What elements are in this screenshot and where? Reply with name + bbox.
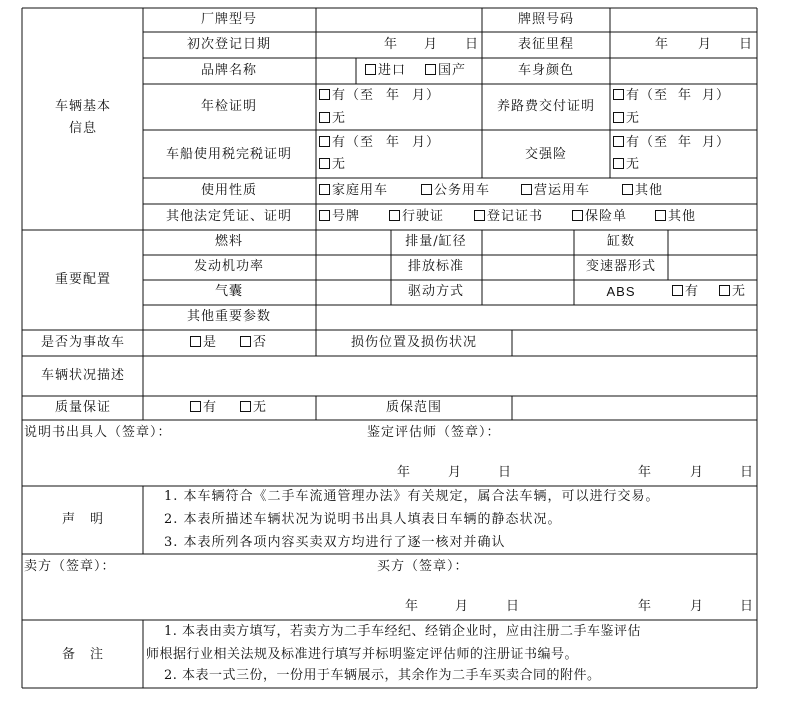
vessel-tax-no-label: 无 — [332, 157, 347, 172]
road-fee-no-option[interactable] — [613, 111, 640, 127]
insurance-no-label: 无 — [626, 157, 641, 172]
field-other-params[interactable] — [317, 306, 756, 329]
insurance-validity-prefix: （至 — [640, 135, 669, 150]
first-registration-month: 月 — [424, 37, 439, 52]
label-issuer-signature: 说明书出具人（签章）： — [24, 425, 172, 440]
label-warranty-scope: 质保范围 — [385, 400, 443, 415]
field-emission[interactable] — [483, 256, 573, 279]
doc-insurance-label: 保险单 — [585, 209, 628, 224]
vessel-tax-validity-prefix: （至 — [346, 135, 375, 150]
inspection-no-option[interactable] — [319, 111, 346, 127]
accident-yes-option[interactable] — [190, 335, 217, 351]
label-other-params: 其他重要参数 — [186, 309, 272, 324]
label-abs: ABS — [606, 284, 636, 299]
vessel-tax-yes-option[interactable] — [319, 135, 440, 151]
usage-family-checkbox[interactable] — [319, 184, 330, 195]
first-registration-day: 日 — [465, 37, 480, 52]
warranty-no-option[interactable] — [240, 400, 267, 416]
usage-official-checkbox[interactable] — [421, 184, 432, 195]
road-fee-validity-year: 年 — [678, 88, 693, 103]
road-fee-validity-prefix: （至 — [640, 88, 669, 103]
label-seller-signature: 卖方（签章）： — [24, 559, 116, 574]
field-warranty-scope[interactable] — [513, 397, 756, 419]
vessel-tax-validity-year: 年 — [386, 135, 401, 150]
doc-plate-option[interactable] — [319, 209, 360, 225]
first-registration-year: 年 — [384, 37, 399, 52]
road-fee-validity-month: 月） — [702, 88, 731, 103]
label-remarks: 备 注 — [61, 647, 105, 662]
label-other-docs: 其他法定凭证、证明 — [165, 209, 293, 224]
abs-yes-checkbox[interactable] — [672, 285, 683, 296]
abs-no-label: 无 — [732, 284, 747, 299]
label-declaration: 声 明 — [61, 512, 105, 527]
section-config-title: 重要配置 — [54, 272, 112, 287]
label-fuel: 燃料 — [214, 234, 244, 249]
seller-sign-year: 年 — [405, 599, 420, 614]
label-appraiser-signature: 鉴定评估师（签章）： — [367, 425, 501, 440]
declaration-item-1: 1. 本车辆符合《二手车流通管理办法》有关规定，属合法车辆，可以进行交易。 — [164, 489, 660, 504]
warranty-no-label: 无 — [253, 400, 268, 415]
field-engine-power[interactable] — [317, 256, 390, 279]
label-usage-nature: 使用性质 — [200, 183, 258, 198]
label-brand-model: 厂牌型号 — [200, 12, 258, 27]
abs-no-checkbox[interactable] — [719, 285, 730, 296]
accident-yes-checkbox[interactable] — [190, 336, 201, 347]
field-condition[interactable] — [144, 357, 756, 395]
insurance-validity-year: 年 — [678, 135, 693, 150]
doc-license-label: 行驶证 — [402, 209, 445, 224]
road-fee-yes-label: 有 — [626, 88, 641, 103]
remarks-line-3: 2. 本表一式三份，一份用于车辆展示，其余作为二手车买卖合同的附件。 — [164, 668, 601, 683]
inspection-yes-label: 有 — [332, 88, 347, 103]
road-fee-yes-checkbox[interactable] — [613, 89, 624, 100]
label-damage: 损伤位置及损伤状况 — [350, 335, 478, 350]
doc-insurance-option[interactable] — [572, 209, 627, 225]
insurance-yes-checkbox[interactable] — [613, 136, 624, 147]
buyer-sign-day: 日 — [740, 599, 755, 614]
option-import[interactable] — [365, 63, 406, 79]
doc-other-label: 其他 — [668, 209, 697, 224]
doc-plate-label: 号牌 — [332, 209, 361, 224]
abs-yes-option[interactable] — [672, 284, 699, 300]
domestic-label: 国产 — [438, 63, 467, 78]
doc-registration-option[interactable] — [474, 209, 543, 225]
usage-other-checkbox[interactable] — [622, 184, 633, 195]
label-plate-number: 牌照号码 — [517, 12, 575, 27]
remarks-line-1: 1. 本表由卖方填写，若卖方为二手车经纪、经销企业时，应由注册二手车鉴评估 — [164, 624, 642, 639]
label-first-registration: 初次登记日期 — [186, 37, 272, 52]
field-displacement[interactable] — [483, 231, 573, 254]
abs-no-option[interactable] — [719, 284, 746, 300]
remarks-line-2: 师根据行业相关法规及标准进行填写并标明鉴定评估师的注册证书编号。 — [146, 647, 579, 662]
inspection-validity-month: 月） — [412, 88, 441, 103]
usage-other-label: 其他 — [635, 183, 664, 198]
warranty-no-checkbox[interactable] — [240, 401, 251, 412]
doc-other-checkbox[interactable] — [655, 210, 666, 221]
usage-family-option[interactable] — [319, 183, 388, 199]
label-odometer: 表征里程 — [517, 37, 575, 52]
buyer-sign-month: 月 — [690, 599, 705, 614]
doc-registration-checkbox[interactable] — [474, 210, 485, 221]
option-domestic[interactable] — [425, 63, 466, 79]
usage-operating-option[interactable] — [521, 183, 590, 199]
vessel-tax-no-checkbox[interactable] — [319, 158, 330, 169]
label-accident: 是否为事故车 — [40, 335, 126, 350]
label-drive: 驱动方式 — [407, 284, 465, 299]
vessel-tax-no-option[interactable] — [319, 157, 346, 173]
label-road-fee: 养路费交付证明 — [496, 99, 596, 114]
appraiser-sign-year: 年 — [638, 465, 653, 480]
vessel-tax-yes-label: 有 — [332, 135, 347, 150]
inspection-validity-prefix: （至 — [346, 88, 375, 103]
section-vehicle-info-title-2: 信息 — [68, 121, 98, 136]
declaration-item-3: 3. 本表所列各项内容买卖双方均进行了逐一核对并确认 — [164, 535, 506, 550]
field-brand-name[interactable] — [317, 59, 355, 83]
insurance-yes-label: 有 — [626, 135, 641, 150]
usage-operating-checkbox[interactable] — [521, 184, 532, 195]
inspection-no-checkbox[interactable] — [319, 112, 330, 123]
insurance-yes-option[interactable] — [613, 135, 730, 151]
field-cylinders[interactable] — [669, 231, 756, 254]
usage-family-label: 家庭用车 — [332, 183, 389, 198]
label-condition: 车辆状况描述 — [40, 368, 126, 383]
warranty-yes-checkbox[interactable] — [190, 401, 201, 412]
doc-license-option[interactable] — [389, 209, 444, 225]
doc-registration-label: 登记证书 — [487, 209, 544, 224]
buyer-sign-year: 年 — [638, 599, 653, 614]
issuer-sign-year: 年 — [397, 465, 412, 480]
usage-operating-label: 营运用车 — [534, 183, 591, 198]
label-vessel-tax: 车船使用税完税证明 — [165, 147, 293, 162]
vessel-tax-validity-month: 月） — [412, 135, 441, 150]
label-cylinders: 缸数 — [606, 234, 636, 249]
label-displacement: 排量/缸径 — [405, 234, 467, 249]
issuer-sign-day: 日 — [498, 465, 513, 480]
usage-other-option[interactable] — [622, 183, 663, 199]
label-airbag: 气囊 — [214, 284, 244, 299]
accident-yes-label: 是 — [203, 335, 218, 350]
label-warranty: 质量保证 — [54, 400, 112, 415]
road-fee-no-label: 无 — [626, 111, 641, 126]
abs-yes-label: 有 — [685, 284, 700, 299]
import-checkbox[interactable] — [365, 64, 376, 75]
label-engine-power: 发动机功率 — [193, 259, 265, 274]
field-drive[interactable] — [483, 281, 573, 304]
doc-other-option[interactable] — [655, 209, 696, 225]
field-brand-model[interactable] — [317, 9, 481, 31]
appraiser-sign-day: 日 — [740, 465, 755, 480]
declaration-item-2: 2. 本表所描述车辆状况为说明书出具人填表日车辆的静态状况。 — [164, 512, 562, 527]
doc-license-checkbox[interactable] — [389, 210, 400, 221]
import-label: 进口 — [378, 63, 407, 78]
vessel-tax-yes-checkbox[interactable] — [319, 136, 330, 147]
doc-plate-checkbox[interactable] — [319, 210, 330, 221]
usage-official-option[interactable] — [421, 183, 490, 199]
field-airbag[interactable] — [317, 281, 390, 304]
label-buyer-signature: 买方（签章）： — [377, 559, 469, 574]
issuer-sign-month: 月 — [448, 465, 463, 480]
accident-no-checkbox[interactable] — [240, 336, 251, 347]
seller-sign-month: 月 — [455, 599, 470, 614]
field-body-color[interactable] — [611, 59, 756, 83]
accident-no-label: 否 — [253, 335, 268, 350]
label-compulsory-insurance: 交强险 — [524, 147, 568, 162]
appraiser-sign-month: 月 — [690, 465, 705, 480]
insurance-no-option[interactable] — [613, 157, 640, 173]
seller-sign-day: 日 — [506, 599, 521, 614]
insurance-no-checkbox[interactable] — [613, 158, 624, 169]
insurance-validity-month: 月） — [702, 135, 731, 150]
label-transmission: 变速器形式 — [585, 259, 657, 274]
field-fuel[interactable] — [317, 231, 390, 254]
inspection-yes-option[interactable] — [319, 88, 440, 104]
label-body-color: 车身颜色 — [517, 63, 575, 78]
road-fee-yes-option[interactable] — [613, 88, 730, 104]
inspection-no-label: 无 — [332, 111, 347, 126]
odometer-day: 日 — [739, 37, 754, 52]
warranty-yes-label: 有 — [203, 400, 218, 415]
section-vehicle-info-title-1: 车辆基本 — [54, 99, 112, 114]
doc-insurance-checkbox[interactable] — [572, 210, 583, 221]
label-emission: 排放标准 — [407, 259, 465, 274]
odometer-month: 月 — [698, 37, 713, 52]
label-brand-name: 品牌名称 — [200, 63, 258, 78]
field-damage[interactable] — [513, 331, 756, 355]
accident-no-option[interactable] — [240, 335, 267, 351]
field-plate-number[interactable] — [611, 9, 756, 31]
inspection-validity-year: 年 — [386, 88, 401, 103]
usage-official-label: 公务用车 — [434, 183, 491, 198]
inspection-yes-checkbox[interactable] — [319, 89, 330, 100]
domestic-checkbox[interactable] — [425, 64, 436, 75]
warranty-yes-option[interactable] — [190, 400, 217, 416]
odometer-year: 年 — [655, 37, 670, 52]
field-transmission[interactable] — [669, 256, 756, 279]
label-inspection: 年检证明 — [200, 99, 258, 114]
road-fee-no-checkbox[interactable] — [613, 112, 624, 123]
